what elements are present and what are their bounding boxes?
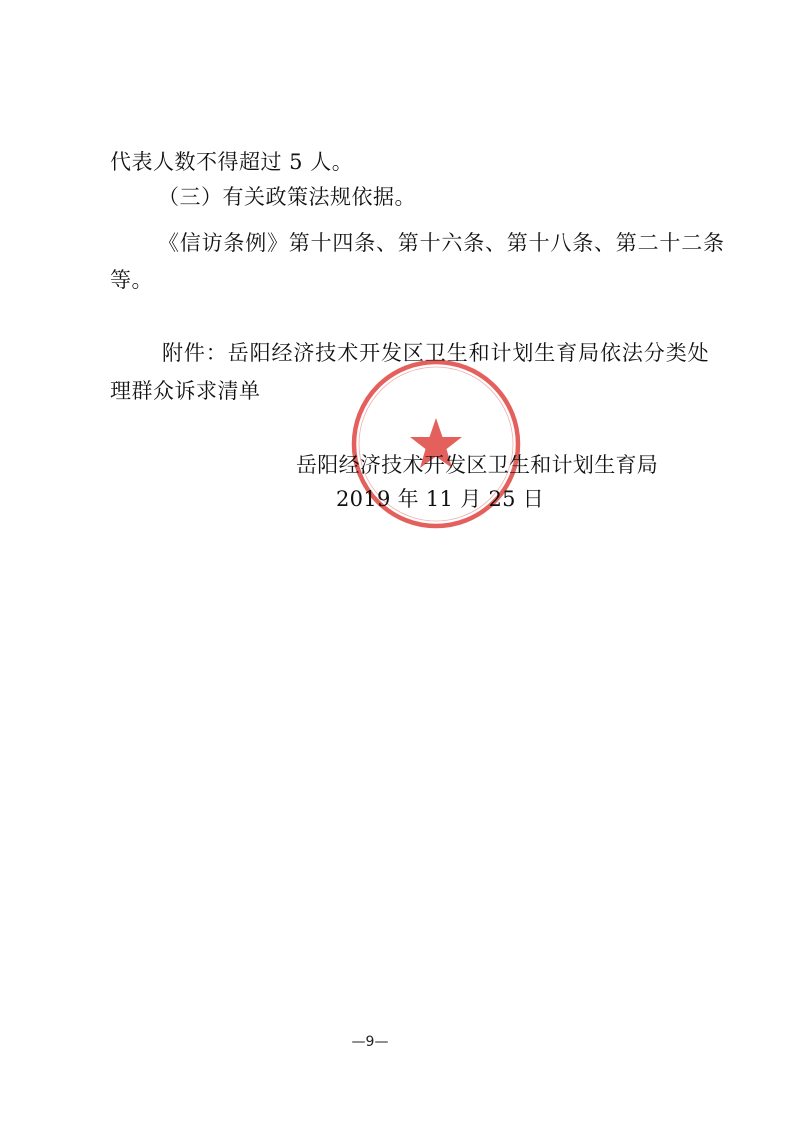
signature-date: 2019 年 11 月 25 日 [336, 487, 545, 511]
attachment-line-continued: 理群众诉求清单 [110, 379, 261, 403]
signature-organization: 岳阳经济技术开发区卫生和计划生育局 [296, 453, 659, 477]
section-heading-policy-basis: （三）有关政策法规依据。 [158, 185, 416, 209]
paragraph-representative-limit: 代表人数不得超过 5 人。 [110, 150, 354, 174]
paragraph-regulation-articles-end: 等。 [110, 268, 153, 292]
page-number: —9— [351, 1034, 389, 1050]
paragraph-regulation-articles: 《信访条例》第十四条、第十六条、第十八条、第二十二条 [158, 231, 725, 255]
attachment-line: 附件：岳阳经济技术开发区卫生和计划生育局依法分类处 [162, 341, 710, 365]
